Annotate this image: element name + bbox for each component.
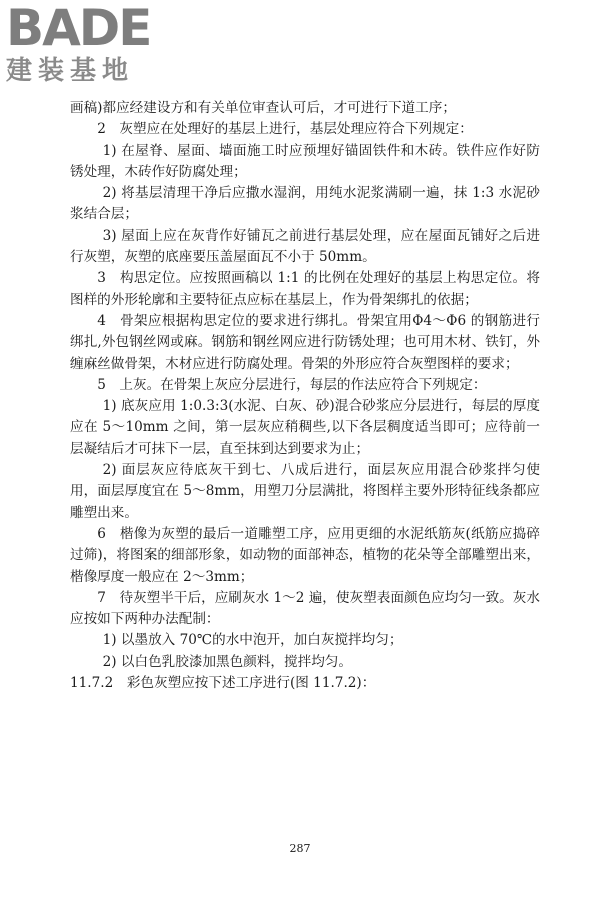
paragraph: 2) 将基层清理干净后应撒水湿润，用纯水泥浆满刷一遍，抹 1:3 水泥砂浆结合层； bbox=[70, 185, 540, 223]
paragraph: 画稿)都应经建设方和有关单位审查认可后，才可进行下道工序； bbox=[70, 100, 456, 116]
paragraph: 6 楷像为灰塑的最后一道雕塑工序，应用更细的水泥纸筋灰(纸筋应捣碎过筛)，将图案的细部形象，如动物的面部神态，植物的花朵等全部雕塑出来，楷像厚度一般应在 2～3mm； bbox=[70, 525, 540, 585]
paragraph: 1) 在屋脊、屋面、墙面施工时应预埋好锚固铁件和木砖。铁件应作好防锈处理，木砖作好防腐处理； bbox=[70, 142, 540, 180]
logo-mark: BADE bbox=[6, 0, 151, 57]
paragraph: 3 构思定位。应按照画稿以 1:1 的比例在处理好的基层上构思定位。将图样的外形轮廓和主要特征点应标在基层上，作为骨架绑扎的依据； bbox=[70, 270, 540, 308]
paragraph: 2 灰塑应在处理好的基层上进行，基层处理应符合下列规定： bbox=[97, 121, 473, 138]
paragraph: 2) 以白色乳胶漆加黑色颜料，搅拌均匀。 bbox=[102, 653, 352, 670]
page-number: 287 bbox=[289, 842, 311, 855]
paragraph: 7 待灰塑半干后，应刷灰水 1～2 遍，使灰塑表面颜色应均匀一致。灰水应按如下两种办法配制： bbox=[70, 589, 540, 628]
paragraph: 3) 屋面上应在灰背作好铺瓦之前进行基层处理，应在屋面瓦铺好之后进行灰塑，灰塑的底座要压盖屋面瓦不小于 50mm。 bbox=[70, 227, 540, 266]
document-body bbox=[70, 98, 540, 694]
paragraph: 1) 底灰应用 1:0.3:3(水泥、白灰、砂)混合砂浆应分层进行，每层的厚度应在 5～10mm 之间，第一层灰应稍稠些,以下各层稠度适当即可；应待前一层凝结后才可抹下一层，直至抹到达到要求为止； bbox=[70, 398, 540, 457]
logo bbox=[6, 2, 176, 86]
paragraph: 4 骨架应根据构思定位的要求进行绑扎。骨架宜用Φ4～Φ6 的钢筋进行绑扎,外包钢丝网或麻。钢筋和钢丝网应进行防锈处理；也可用木材、铁钉，外缠麻丝做骨架，木材应进行防腐处理。骨架的外形应符合灰塑图样的要求； bbox=[70, 312, 540, 372]
paragraph: 1) 以墨放入 70℃的水中泡开，加白灰搅拌均匀； bbox=[102, 632, 403, 649]
logo-subtitle: 建装基地 bbox=[6, 56, 135, 86]
section-heading: 11.7.2 彩色灰塑应按下述工序进行(图 11.7.2)： bbox=[70, 675, 376, 692]
paragraph: 5 上灰。在骨架上灰应分层进行，每层的作法应符合下列规定： bbox=[97, 376, 487, 393]
paragraph: 2) 面层灰应待底灰干到七、八成后进行，面层灰应用混合砂浆拌匀使用，面层厚度宜在 5～8mm，用塑刀分层满批，将图样主要外形特征线条都应雕塑出来。 bbox=[70, 462, 540, 521]
